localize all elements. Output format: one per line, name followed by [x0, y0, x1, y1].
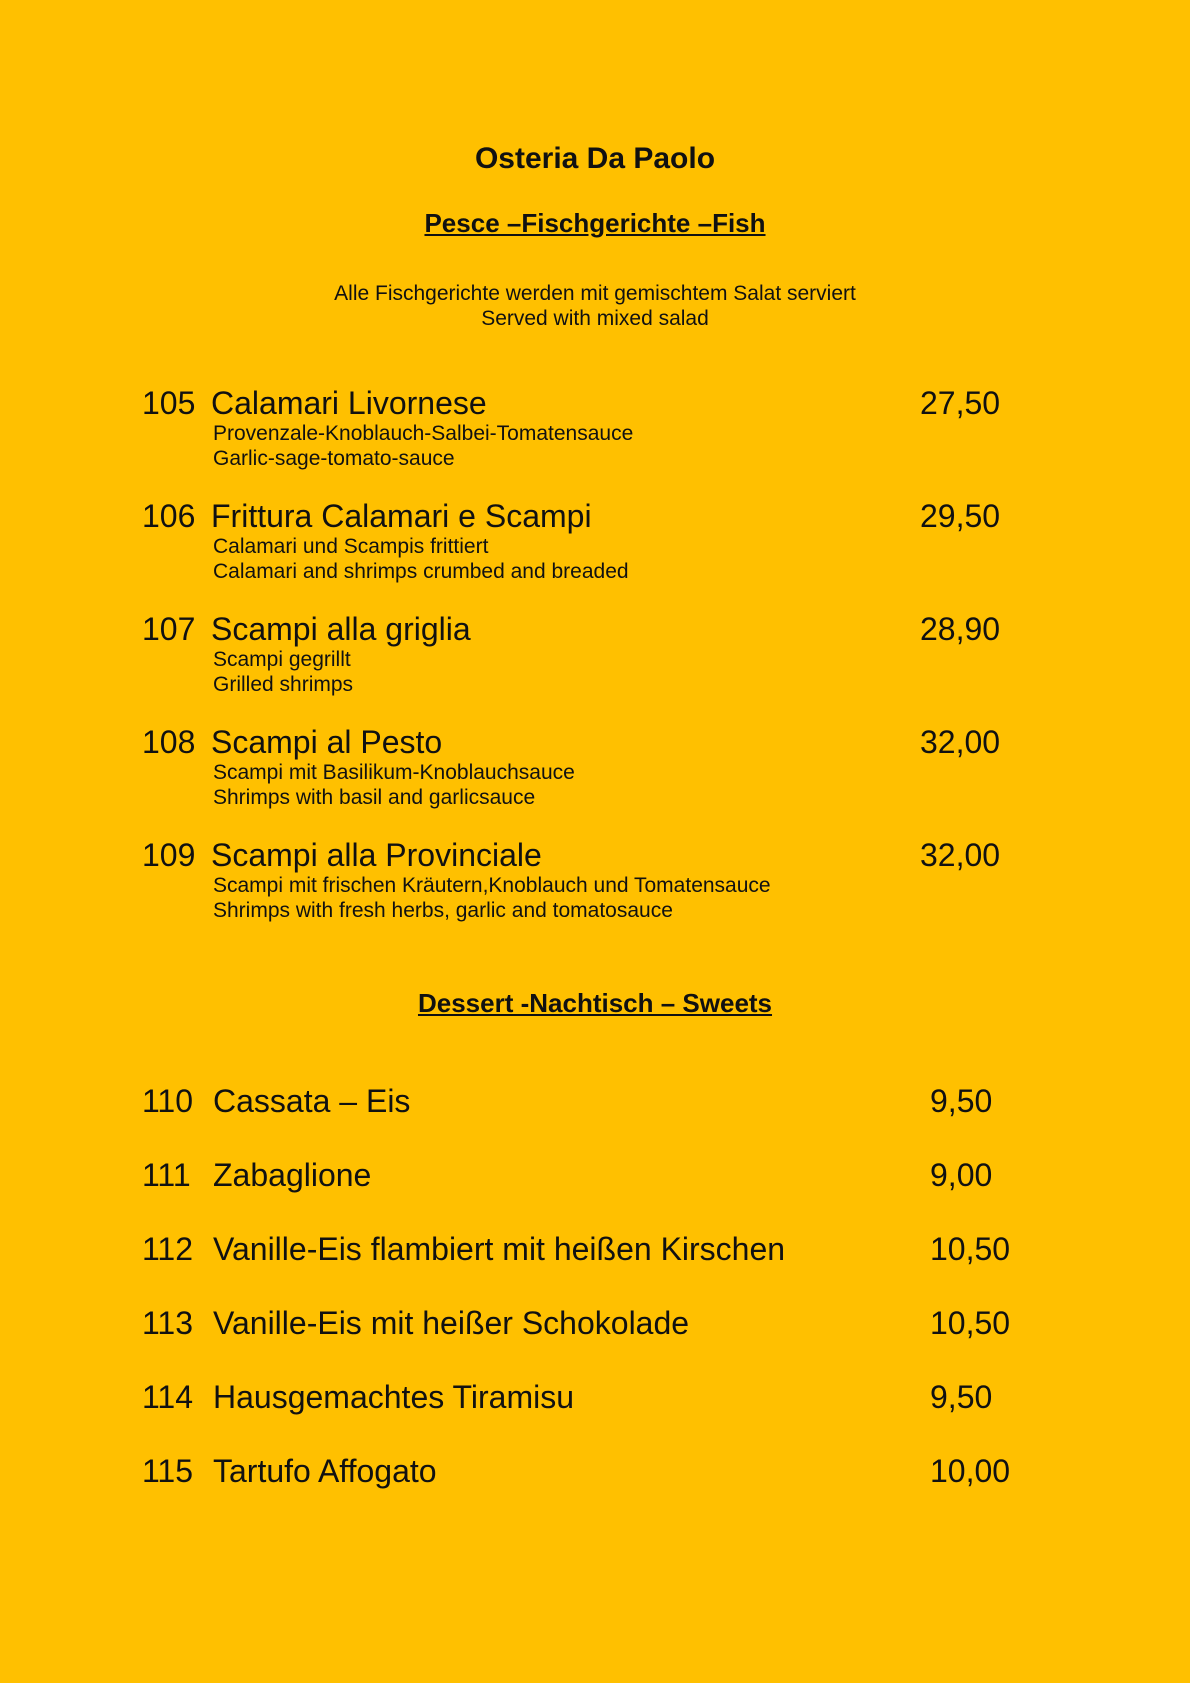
dessert-section-title: Dessert -Nachtisch – Sweets — [417, 988, 773, 1018]
item-price: 29,50 — [920, 498, 1001, 534]
item-price: 10,50 — [930, 1231, 1011, 1267]
item-number: 109 — [142, 837, 196, 873]
item-number: 105 — [142, 385, 196, 421]
item-price: 28,90 — [920, 611, 1001, 647]
item-price: 9,50 — [930, 1083, 993, 1119]
menu-item — [0, 1231, 1190, 1305]
item-number: 106 — [142, 498, 196, 534]
note-english: Served with mixed salad — [481, 307, 709, 330]
description-english: Shrimps with fresh herbs, garlic and tomatosauce — [213, 899, 673, 922]
item-name: Hausgemachtes Tiramisu — [213, 1379, 575, 1415]
menu-item — [0, 1453, 1190, 1527]
item-price: 27,50 — [920, 385, 1001, 421]
item-number: 115 — [142, 1453, 194, 1489]
menu-item — [0, 724, 1190, 837]
menu-item — [0, 498, 1190, 611]
item-price: 9,50 — [930, 1379, 993, 1415]
item-description — [213, 421, 633, 471]
note-german: Alle Fischgerichte werden mit gemischtem Salat serviert — [334, 282, 856, 305]
item-price: 32,00 — [920, 724, 1001, 760]
item-name: Scampi alla Provinciale — [211, 837, 542, 873]
item-number: 111 — [142, 1157, 191, 1193]
item-name: Vanille-Eis mit heißer Schokolade — [213, 1305, 690, 1341]
item-price: 10,00 — [930, 1453, 1011, 1489]
fish-menu-list — [0, 385, 1190, 950]
item-price: 10,50 — [930, 1305, 1011, 1341]
item-number: 113 — [142, 1305, 194, 1341]
fish-section-title: Pesce –Fischgerichte –Fish — [424, 208, 766, 238]
description-english: Garlic-sage-tomato-sauce — [213, 447, 455, 470]
description-german: Calamari und Scampis frittiert — [213, 535, 489, 558]
item-name: Cassata – Eis — [213, 1083, 411, 1119]
dessert-menu-list — [0, 1083, 1190, 1527]
description-english: Shrimps with basil and garlicsauce — [213, 786, 536, 809]
menu-item — [0, 1305, 1190, 1379]
item-name: Frittura Calamari e Scampi — [211, 498, 592, 534]
item-name: Calamari Livornese — [211, 385, 487, 421]
restaurant-name: Osteria Da Paolo — [474, 142, 716, 175]
item-price: 32,00 — [920, 837, 1001, 873]
item-name: Scampi al Pesto — [211, 724, 443, 760]
fish-section-note — [0, 281, 1190, 331]
item-number: 107 — [142, 611, 196, 647]
description-english: Grilled shrimps — [213, 673, 354, 696]
item-number: 114 — [142, 1379, 194, 1415]
description-german: Scampi gegrillt — [213, 648, 351, 671]
menu-item — [0, 611, 1190, 724]
description-german: Scampi mit frischen Kräutern,Knoblauch und Tomatensauce — [213, 874, 771, 897]
description-german: Scampi mit Basilikum-Knoblauchsauce — [213, 761, 575, 784]
item-number: 110 — [142, 1083, 194, 1119]
menu-item — [0, 1157, 1190, 1231]
item-number: 112 — [142, 1231, 194, 1267]
item-name: Zabaglione — [213, 1157, 372, 1193]
item-description — [213, 873, 771, 923]
description-english: Calamari and shrimps crumbed and breaded — [213, 560, 629, 583]
menu-item — [0, 385, 1190, 498]
item-name: Vanille-Eis flambiert mit heißen Kirschen — [213, 1231, 786, 1267]
description-german: Provenzale-Knoblauch-Salbei-Tomatensauce — [213, 422, 634, 445]
item-number: 108 — [142, 724, 196, 760]
menu-item — [0, 1083, 1190, 1157]
menu-item — [0, 1379, 1190, 1453]
item-name: Scampi alla griglia — [211, 611, 471, 647]
item-price: 9,00 — [930, 1157, 993, 1193]
menu-item — [0, 837, 1190, 950]
item-description — [213, 647, 353, 697]
item-name: Tartufo Affogato — [213, 1453, 437, 1489]
item-description — [213, 534, 629, 584]
item-description — [213, 760, 575, 810]
